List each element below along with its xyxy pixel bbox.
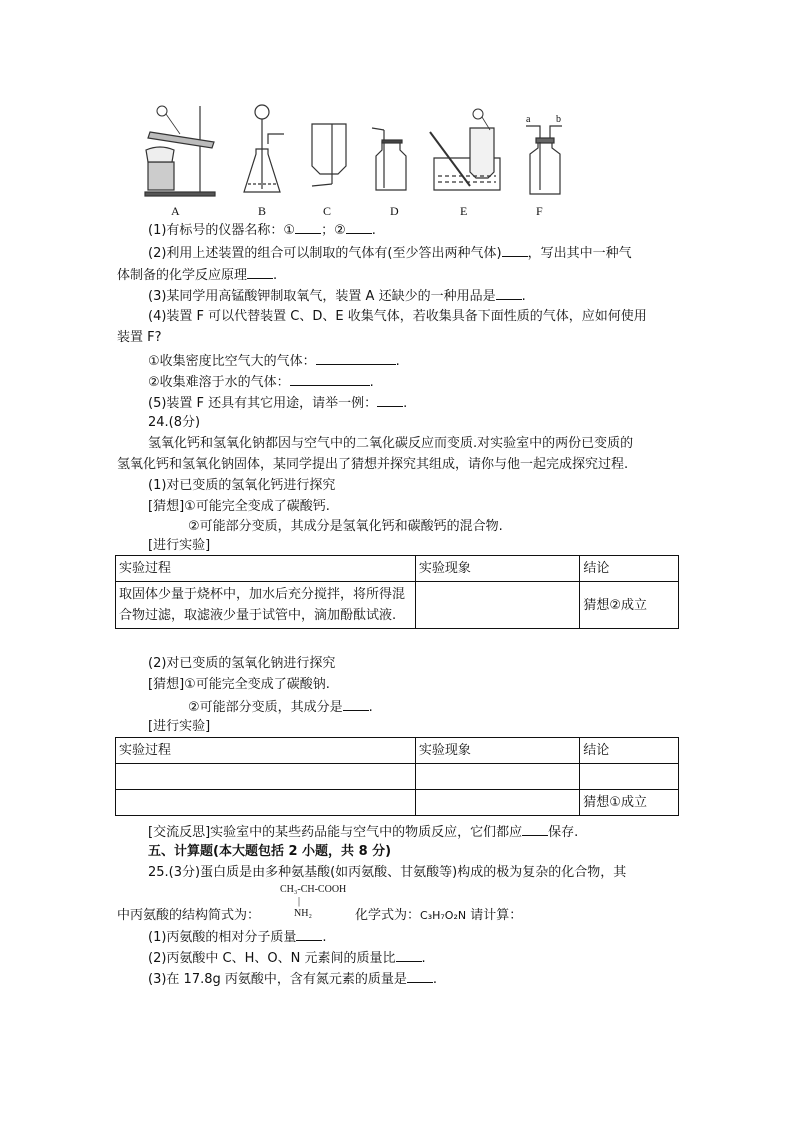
apparatus-figure bbox=[140, 104, 580, 220]
cell-conclusion-blank[interactable] bbox=[580, 764, 679, 790]
q24-reflection: [交流反思]实验室中的某些药品能与空气中的物质反应，它们都应 保存. bbox=[148, 821, 578, 843]
q24-intro-1: 氢氧化钙和氢氧化钠都因与空气中的二氧化碳反应而变质.对实验室中的两份已变质的 bbox=[148, 436, 634, 451]
q24-part1-guess1: [猜想]①可能完全变成了碳酸钙. bbox=[148, 499, 330, 514]
q23-part2-cont: 体制备的化学反应原理 . bbox=[117, 264, 277, 286]
apparatus-b-icon bbox=[244, 105, 284, 192]
answer-blank[interactable] bbox=[316, 350, 396, 365]
figure-label-d: D bbox=[390, 204, 399, 218]
section-5-heading: 五、计算题(本大题包括 2 小题，共 8 分) bbox=[148, 844, 392, 859]
structure-bottom: NH₂ bbox=[294, 908, 312, 919]
answer-blank[interactable] bbox=[377, 392, 403, 407]
q23-part2: (2)利用上述装置的组合可以制取的气体有(至少答出两种气体) ，写出其中一种气 bbox=[148, 242, 632, 264]
q24-intro-2: 氢氧化钙和氢氧化钠固体，某同学提出了猜想并探究其组成，请你与他一起完成探究过程. bbox=[117, 457, 629, 472]
structure-bond: | bbox=[298, 896, 301, 907]
figure-label-e: E bbox=[460, 204, 468, 218]
q25-sub3: (3)在 17.8g 丙氨酸中，含有氮元素的质量是 . bbox=[148, 968, 437, 990]
table-header-row bbox=[116, 556, 679, 582]
q23-part4-sub2: ②收集难溶于水的气体： . bbox=[148, 371, 374, 393]
answer-blank[interactable] bbox=[496, 285, 522, 300]
q24-part1-title: (1)对已变质的氢氧化钙进行探究 bbox=[148, 478, 336, 493]
apparatus-d-icon bbox=[372, 128, 406, 190]
answer-blank[interactable] bbox=[522, 821, 548, 836]
answer-blank[interactable] bbox=[343, 696, 369, 711]
answer-blank[interactable] bbox=[290, 371, 370, 386]
table-header-row bbox=[116, 738, 679, 764]
answer-blank[interactable] bbox=[346, 219, 372, 234]
apparatus-c-icon bbox=[312, 124, 346, 186]
header-process: 实验过程 bbox=[116, 556, 416, 582]
port-b-label: b bbox=[556, 114, 561, 125]
cell-process-blank[interactable] bbox=[116, 764, 416, 790]
cell-conclusion: 猜想①成立 bbox=[580, 790, 679, 816]
cell-process: 取固体少量于烧杯中，加水后充分搅拌，将所得混合物过滤，取滤液少量于试管中，滴加酚酞试液. bbox=[116, 582, 416, 629]
q23-part4: (4)装置 F 可以代替装置 C、D、E 收集气体，若收集具备下面性质的气体，应如何使用 bbox=[148, 309, 647, 324]
port-a-label: a bbox=[526, 114, 531, 125]
q25-line2: 中丙氨酸的结构简式为： bbox=[117, 908, 261, 923]
header-phenomenon: 实验现象 bbox=[415, 738, 579, 764]
answer-blank[interactable] bbox=[247, 264, 273, 279]
q25-sub1: (1)丙氨酸的相对分子质量 . bbox=[148, 926, 327, 948]
q24-part2-experiment: [进行实验] bbox=[148, 719, 211, 734]
apparatus-e-icon bbox=[430, 109, 500, 190]
q25-sub2: (2)丙氨酸中 C、H、O、N 元素间的质量比 . bbox=[148, 947, 426, 969]
chemical-formula: C₃H₇O₂N bbox=[420, 909, 467, 922]
q24-part2-guess1: [猜想]①可能完全变成了碳酸钠. bbox=[148, 677, 330, 692]
answer-blank[interactable] bbox=[407, 968, 433, 983]
q23-part1: (1)有标号的仪器名称：① ；② . bbox=[148, 219, 376, 241]
header-process: 实验过程 bbox=[116, 738, 416, 764]
cell-phenomenon-blank[interactable] bbox=[415, 764, 579, 790]
q24-part1-guess2: ②可能部分变质，其成分是氢氧化钙和碳酸钙的混合物. bbox=[188, 519, 503, 534]
q24-part2-title: (2)对已变质的氢氧化钠进行探究 bbox=[148, 656, 336, 671]
header-phenomenon: 实验现象 bbox=[415, 556, 579, 582]
answer-blank[interactable] bbox=[396, 947, 422, 962]
apparatus-f-icon bbox=[526, 126, 562, 194]
answer-blank[interactable] bbox=[502, 242, 528, 257]
figure-label-a: A bbox=[171, 204, 180, 218]
lab-apparatus-illustration bbox=[140, 104, 580, 204]
q23-part4-cont: 装置 F? bbox=[117, 330, 162, 345]
q23-part3: (3)某同学用高锰酸钾制取氧气，装置 A 还缺少的一种用品是 . bbox=[148, 285, 526, 307]
q23-part4-sub1: ①收集密度比空气大的气体： . bbox=[148, 350, 400, 372]
figure-label-f: F bbox=[536, 204, 543, 218]
table-row bbox=[116, 582, 679, 629]
q25-formula-line: 化学式为：C₃H₇O₂N 请计算： bbox=[355, 908, 523, 923]
header-conclusion: 结论 bbox=[580, 556, 679, 582]
experiment-table-2 bbox=[115, 737, 679, 816]
experiment-table-1 bbox=[115, 555, 679, 629]
q25-line1: 25.(3分)蛋白质是由多种氨基酸(如丙氨酸、甘氨酸等)构成的极为复杂的化合物，其 bbox=[148, 865, 627, 880]
cell-phenomenon-blank[interactable] bbox=[415, 582, 579, 629]
figure-label-c: C bbox=[323, 204, 332, 218]
table-row bbox=[116, 790, 679, 816]
cell-conclusion: 猜想②成立 bbox=[580, 582, 679, 629]
q24-heading: 24.(8分) bbox=[148, 415, 201, 430]
cell-phenomenon-blank[interactable] bbox=[415, 790, 579, 816]
apparatus-a-icon bbox=[145, 106, 215, 196]
table-row bbox=[116, 764, 679, 790]
answer-blank[interactable] bbox=[296, 926, 322, 941]
alanine-structure bbox=[280, 884, 346, 920]
figure-label-b: B bbox=[258, 204, 267, 218]
cell-process-blank[interactable] bbox=[116, 790, 416, 816]
answer-blank[interactable] bbox=[295, 219, 321, 234]
header-conclusion: 结论 bbox=[580, 738, 679, 764]
q24-part2-guess2: ②可能部分变质，其成分是 . bbox=[188, 696, 373, 718]
q24-part1-experiment: [进行实验] bbox=[148, 538, 211, 553]
q23-part5: (5)装置 F 还具有其它用途，请举一例： . bbox=[148, 392, 407, 414]
structure-top: CH₃-CH-COOH bbox=[280, 884, 347, 895]
